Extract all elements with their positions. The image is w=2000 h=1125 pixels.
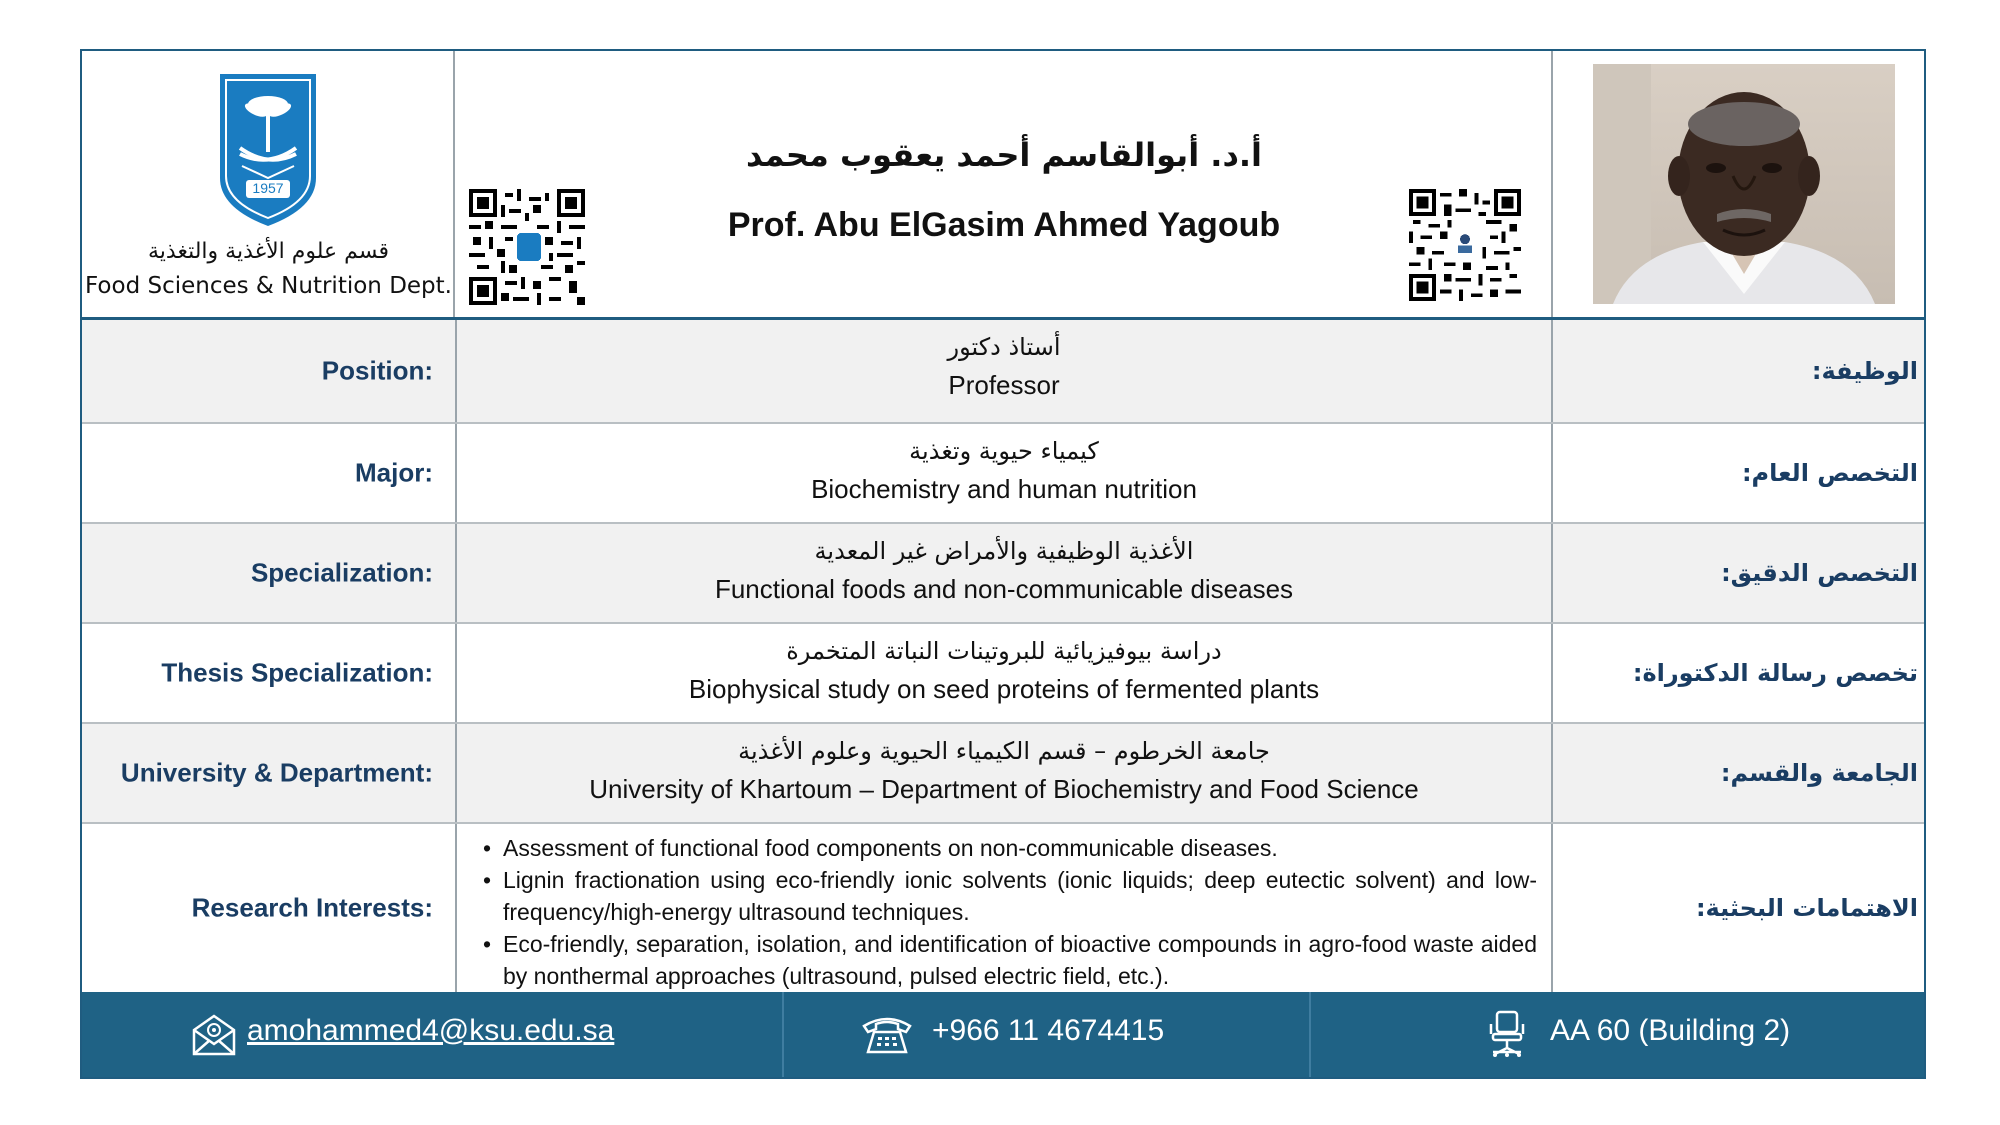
major-label-arabic: التخصص العام: [1741,459,1918,487]
research-value-cell [455,824,1553,992]
phone-cell [784,992,1309,1077]
phone-number[interactable]: +966 11 4674415 [932,1014,1165,1047]
major-label-english: Major: [355,457,433,488]
position-value-arabic: أستاذ دكتور [947,333,1061,361]
major-value-cell [455,424,1553,522]
office-location: AA 60 (Building 2) [1550,1014,1791,1047]
research-interests-list [483,832,1537,992]
email-link[interactable]: amohammed4@ksu.edu.sa [247,1014,615,1047]
position-label-english: Position: [321,355,433,386]
email-icon [190,1010,238,1058]
thesis-value-arabic: دراسة بيوفيزيائية للبروتينات النباتة المتخمرة [786,637,1222,665]
name-english: Prof. Abu ElGasim Ahmed Yagoub [727,206,1281,244]
department-name-arabic: قسم علوم الأغذية والتغذية [148,239,389,264]
university-value-english: University of Khartoum – Department of Biochemistry and Food Science [589,774,1419,804]
research-label-arabic: الاهتمامات البحثية: [1695,894,1918,922]
specialization-label-arabic: التخصص الدقيق: [1721,559,1918,587]
telephone-icon [860,1010,914,1058]
specialization-label-english: Specialization: [250,557,433,588]
research-interest-item: • Eco-friendly, separation, isolation, and identification of bioactive compounds in agro-food waste aided by nonthermal approaches (ultrasound, pulsed electric field, etc.). [483,928,1537,992]
row-position [82,320,1924,424]
university-label-english: University & Department: [120,757,433,788]
department-name-english: Food Sciences & Nutrition Dept. [85,273,452,299]
position-value-english: Professor [948,370,1060,400]
major-value-arabic: كيمياء حيوية وتغذية [909,437,1099,465]
name-arabic: أ.د. أبوالقاسم أحمد يعقوب محمد [745,136,1262,174]
department-logo-cell [82,51,455,317]
university-value-cell [455,724,1553,822]
row-major [82,424,1924,524]
ksu-shield-logo [216,68,320,228]
row-university-department [82,724,1924,824]
major-value-english: Biochemistry and human nutrition [811,474,1197,504]
position-value-cell [455,320,1553,422]
position-label-arabic: الوظيفة: [1811,357,1918,385]
qr-code-right[interactable] [1409,189,1521,301]
photo-cell [1553,51,1924,317]
row-specialization [82,524,1924,624]
university-label-arabic: الجامعة والقسم: [1720,759,1918,787]
office-cell [1311,992,1924,1077]
contact-footer [82,992,1924,1077]
research-interest-item: • Assessment of functional food components on non-communicable diseases. [483,832,1537,864]
university-value-arabic: جامعة الخرطوم – قسم الكيمياء الحيوية وعلوم الأغذية [738,737,1270,765]
research-interest-item: • Lignin fractionation using eco-friendly ionic solvents (ionic liquids; deep eutectic solvent) and low-frequency/high-energy ultrasound techniques. [483,864,1537,928]
specialization-value-english: Functional foods and non-communicable diseases [714,574,1294,604]
profile-card [80,49,1926,1079]
logo-year: 1957 [252,180,284,196]
specialization-value-arabic: الأغذية الوظيفية والأمراض غير المعدية [814,537,1194,565]
email-cell [82,992,782,1077]
row-research-interests [82,824,1924,992]
thesis-label-arabic: تخصص رسالة الدكتوراة: [1632,659,1918,687]
specialization-value-cell [455,524,1553,622]
office-chair-icon [1483,1010,1531,1058]
name-cell [455,51,1553,317]
profile-photo [1593,64,1895,304]
thesis-label-english: Thesis Specialization: [161,657,433,688]
thesis-value-cell [455,624,1553,722]
thesis-value-english: Biophysical study on seed proteins of fermented plants [688,674,1320,704]
research-label-english: Research Interests: [191,892,433,923]
row-thesis-specialization [82,624,1924,724]
